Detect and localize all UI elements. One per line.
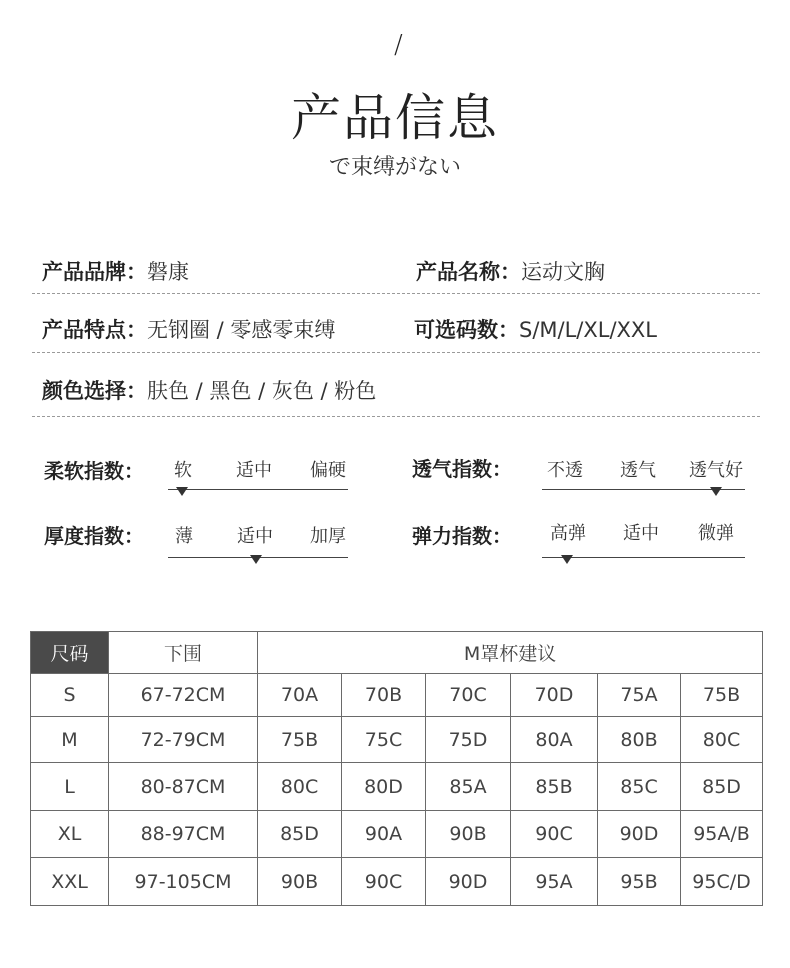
softness-tick: 偏硬	[310, 460, 346, 481]
brand-key: 产品品牌：	[42, 260, 147, 284]
cup-cell: 85D	[258, 811, 342, 858]
cup-cell: 90D	[598, 811, 681, 858]
cup-cell: 80C	[258, 763, 342, 811]
underbust-cell: 67-72CM	[109, 674, 258, 717]
cup-cell: 95A/B	[681, 811, 763, 858]
softness-indicator-icon	[176, 487, 188, 496]
cup-cell: 70A	[258, 674, 342, 717]
sizes-key: 可选码数：	[414, 318, 519, 342]
cup-cell: 70D	[511, 674, 598, 717]
cup-cell: 75D	[426, 717, 511, 763]
color-value: 肤色 / 黑色 / 灰色 / 粉色	[147, 379, 377, 403]
cup-cell: 90B	[426, 811, 511, 858]
softness-tick: 适中	[236, 460, 272, 481]
size-cell: M	[31, 717, 109, 763]
size-table	[30, 631, 763, 906]
underbust-cell: 72-79CM	[109, 717, 258, 763]
cup-cell: 95B	[598, 858, 681, 906]
table-header-row	[31, 632, 763, 674]
cup-cell: 85A	[426, 763, 511, 811]
size-cell: S	[31, 674, 109, 717]
underbust-cell: 80-87CM	[109, 763, 258, 811]
underbust-cell: 88-97CM	[109, 811, 258, 858]
sizes-value: S/M/L/XL/XXL	[519, 318, 658, 342]
breathability-label: 透气指数：	[412, 457, 512, 481]
breathability-tick: 透气	[620, 460, 656, 481]
breathability-tick: 透气好	[689, 460, 743, 481]
header-cup-suggestion: M罩杯建议	[258, 632, 763, 674]
cup-cell: 75B	[681, 674, 763, 717]
cup-cell: 80B	[598, 717, 681, 763]
cup-cell: 95C/D	[681, 858, 763, 906]
cup-cell: 90C	[342, 858, 426, 906]
color-row	[42, 375, 376, 405]
product-name-key: 产品名称：	[416, 260, 521, 284]
product-name-row	[416, 256, 605, 286]
divider	[32, 352, 760, 353]
page-title: 产品信息	[291, 89, 499, 147]
thickness-tick: 加厚	[310, 526, 346, 547]
page-subtitle: で束缚がない	[328, 155, 461, 180]
cup-cell: 75B	[258, 717, 342, 763]
breathability-tick: 不透	[547, 460, 583, 481]
header-size: 尺码	[31, 632, 109, 674]
cup-cell: 85B	[511, 763, 598, 811]
cup-cell: 90B	[258, 858, 342, 906]
size-cell: XL	[31, 811, 109, 858]
elasticity-tick: 微弹	[698, 523, 734, 544]
brand-value: 磐康	[147, 260, 189, 284]
cup-cell: 90C	[511, 811, 598, 858]
thickness-label: 厚度指数：	[44, 524, 144, 548]
cup-cell: 70B	[342, 674, 426, 717]
thickness-tick: 适中	[237, 526, 273, 547]
divider	[32, 416, 760, 417]
elasticity-indicator-icon	[561, 555, 573, 564]
table-row	[31, 858, 763, 906]
header-underbust: 下围	[109, 632, 258, 674]
cup-cell: 95A	[511, 858, 598, 906]
table-row	[31, 763, 763, 811]
decorative-slash: /	[394, 30, 403, 60]
cup-cell: 80C	[681, 717, 763, 763]
softness-tick: 软	[174, 460, 192, 481]
cup-cell: 90D	[426, 858, 511, 906]
cup-cell: 70C	[426, 674, 511, 717]
softness-label: 柔软指数：	[44, 459, 144, 483]
size-cell: XXL	[31, 858, 109, 906]
cup-cell: 90A	[342, 811, 426, 858]
divider	[32, 293, 760, 294]
elasticity-tick: 适中	[623, 523, 659, 544]
softness-scale-line	[168, 489, 348, 490]
size-cell: L	[31, 763, 109, 811]
table-row	[31, 674, 763, 717]
product-name-value: 运动文胸	[521, 260, 605, 284]
cup-cell: 80A	[511, 717, 598, 763]
thickness-indicator-icon	[250, 555, 262, 564]
table-row	[31, 811, 763, 858]
underbust-cell: 97-105CM	[109, 858, 258, 906]
brand-row	[42, 256, 189, 286]
elasticity-tick: 高弹	[550, 523, 586, 544]
feature-value: 无钢圈 / 零感零束缚	[147, 318, 336, 342]
cup-cell: 85D	[681, 763, 763, 811]
cup-cell: 75A	[598, 674, 681, 717]
sizes-row	[414, 314, 657, 344]
feature-key: 产品特点：	[42, 318, 147, 342]
cup-cell: 80D	[342, 763, 426, 811]
breathability-indicator-icon	[710, 487, 722, 496]
thickness-tick: 薄	[175, 526, 193, 547]
cup-cell: 75C	[342, 717, 426, 763]
table-row	[31, 717, 763, 763]
color-key: 颜色选择：	[42, 379, 147, 403]
elasticity-label: 弹力指数：	[412, 524, 512, 548]
cup-cell: 85C	[598, 763, 681, 811]
feature-row	[42, 314, 335, 344]
